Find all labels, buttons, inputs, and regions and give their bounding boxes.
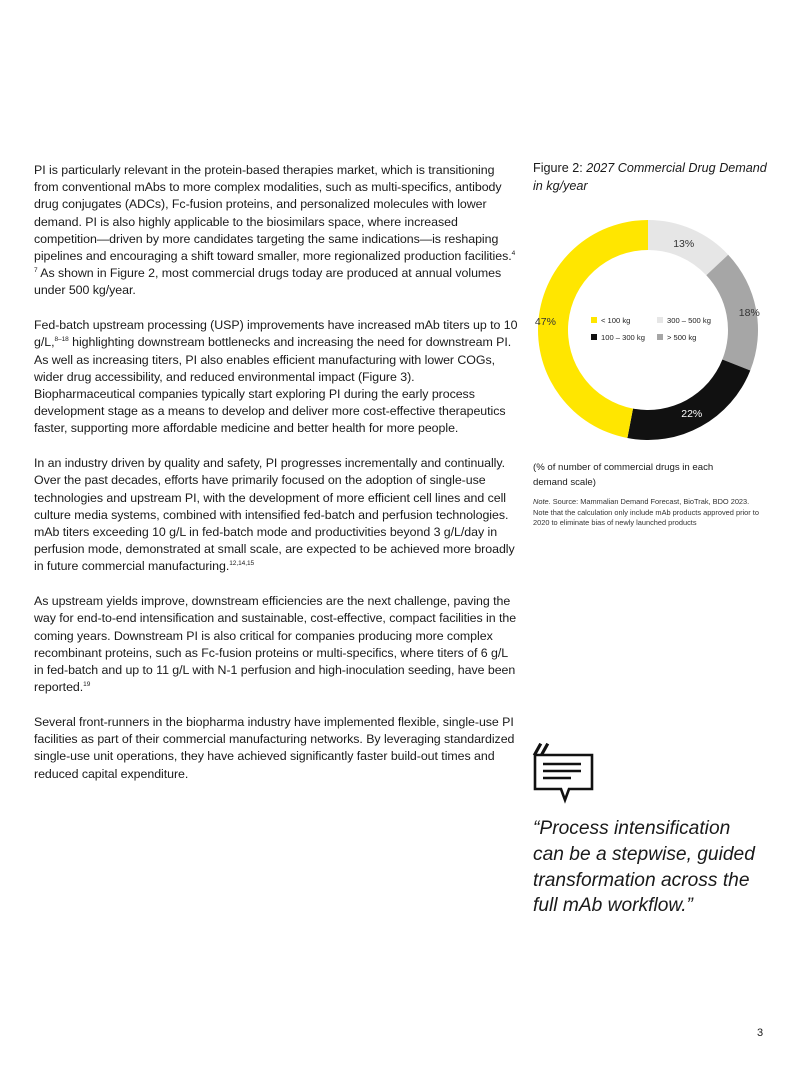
donut-slice — [627, 359, 750, 440]
legend-label: 300 – 500 kg — [667, 316, 711, 325]
reference-superscript: 8–18 — [54, 336, 69, 344]
paragraph-text: Several front-runners in the biopharma industry have implemented flexible, single-use PI facilities as part of their commercial manufacturing networks. By leveraging standardized single-use unit operations, they have achieved significantly faster build-out times and reduced capital expenditure. — [34, 715, 515, 781]
pull-quote: “Process intensification can be a stepwise, guided transformation across the full mAb workflow.” — [533, 818, 755, 917]
figure-caption: (% of number of commercial drugs in each demand scale) — [533, 462, 714, 489]
figure-title — [533, 160, 768, 195]
reference-superscript: 12,14,15 — [229, 560, 255, 568]
donut-chart-svg — [533, 215, 763, 445]
paragraph — [34, 455, 518, 575]
legend-label: < 100 kg — [601, 316, 631, 325]
legend-swatch — [657, 317, 663, 323]
note-text: Source: Mammalian Demand Forecast, BioTrak, BDO 2023. Note that the calculation only include mAb products approved prior to 2020 to eliminate bias of newly launched products — [533, 497, 759, 527]
reference-superscript: 19 — [83, 681, 91, 689]
legend-swatch — [657, 334, 663, 340]
paragraph-text: As shown in Figure 2, most commercial drugs today are produced at annual volumes under 500 kg/year. — [34, 266, 502, 298]
paragraph-text: As upstream yields improve, downstream efficiencies are the next challenge, paving the way for end-to-end intensification and sustainable, cost-effective, compact facilities in the coming years. Downstream PI is also critical for companies producing more complex recombinant proteins, such as Fc-fusion proteins or multi-specifics, where titers of 6 g/L in fed-batch and up to 11 g/L with N-1 perfusion and high-inoculation seeding, have been reported. — [34, 594, 517, 695]
reference-superscript: 4 7 — [34, 250, 517, 275]
paragraph-text: highlighting downstream bottlenecks and increasing the need for downstream PI. As well as increasing titers, PI also enables efficient manufacturing with lower COGs, wider drug accessibility, and reduced environmental impact (Figure 3). Biopharmaceutical companies typically start exploring PI during the early process development stage as a means to develop and deliver more cost-effective therapeutics faster, supporting more affordable medicine and better health for more people. — [34, 335, 512, 436]
figure-label: Figure 2: — [533, 161, 583, 175]
page-number: 3 — [757, 1027, 764, 1039]
figure-note — [533, 497, 761, 529]
paragraph — [34, 162, 518, 300]
figure-2 — [533, 160, 768, 527]
donut-chart — [533, 215, 763, 445]
paragraph — [34, 714, 518, 783]
note-label: Note. — [533, 497, 551, 506]
slice-label: 47% — [534, 316, 556, 329]
speech-bubble-quote-icon — [531, 742, 595, 804]
paragraph — [34, 317, 518, 437]
legend-label: 100 – 300 kg — [601, 333, 645, 342]
legend-swatch — [591, 317, 597, 323]
body-text — [34, 162, 518, 800]
legend-swatch — [591, 334, 597, 340]
figure-title-text: 2027 Commercial Drug Demand in kg/year — [533, 161, 767, 193]
paragraph — [34, 593, 518, 696]
slice-label: 18% — [738, 307, 760, 320]
paragraph-text: Fed-batch upstream processing (USP) improvements have increased mAb titers up to 10 g/L, — [34, 318, 518, 350]
paragraph-text: PI is particularly relevant in the protein-based therapies market, which is transitioning from conventional mAbs to more complex modalities, such as multi-specifics, antibody drug conjugates (ADCs), Fc-fusion proteins, and personalized molecules with lower demand. PI is also highly applicable to the biosimilars space, where increased competition—driven by more candidates targeting the same indications—is reshaping pipelines and encouraging a shift toward smaller, more regionalized production facilities. — [34, 163, 512, 264]
slice-label: 22% — [681, 408, 703, 421]
paragraph-text: In an industry driven by quality and safety, PI progresses incrementally and continually. Over the past decades, efforts have primarily focused on the adoption of single-use technologies and upstream PI, with the development of more efficient cell lines and cell culture media systems, combined with intensified fed-batch and perfusion technologies. mAb titers exceeding 10 g/L in fed-batch mode and productivities beyond 3 g/L/day in perfusion mode, demonstrated at small scale, are expected to be achieved more broadly in future commercial manufacturing. — [34, 456, 515, 574]
legend-label: > 500 kg — [667, 333, 697, 342]
donut-slice — [538, 220, 648, 438]
slice-label: 13% — [673, 237, 695, 250]
